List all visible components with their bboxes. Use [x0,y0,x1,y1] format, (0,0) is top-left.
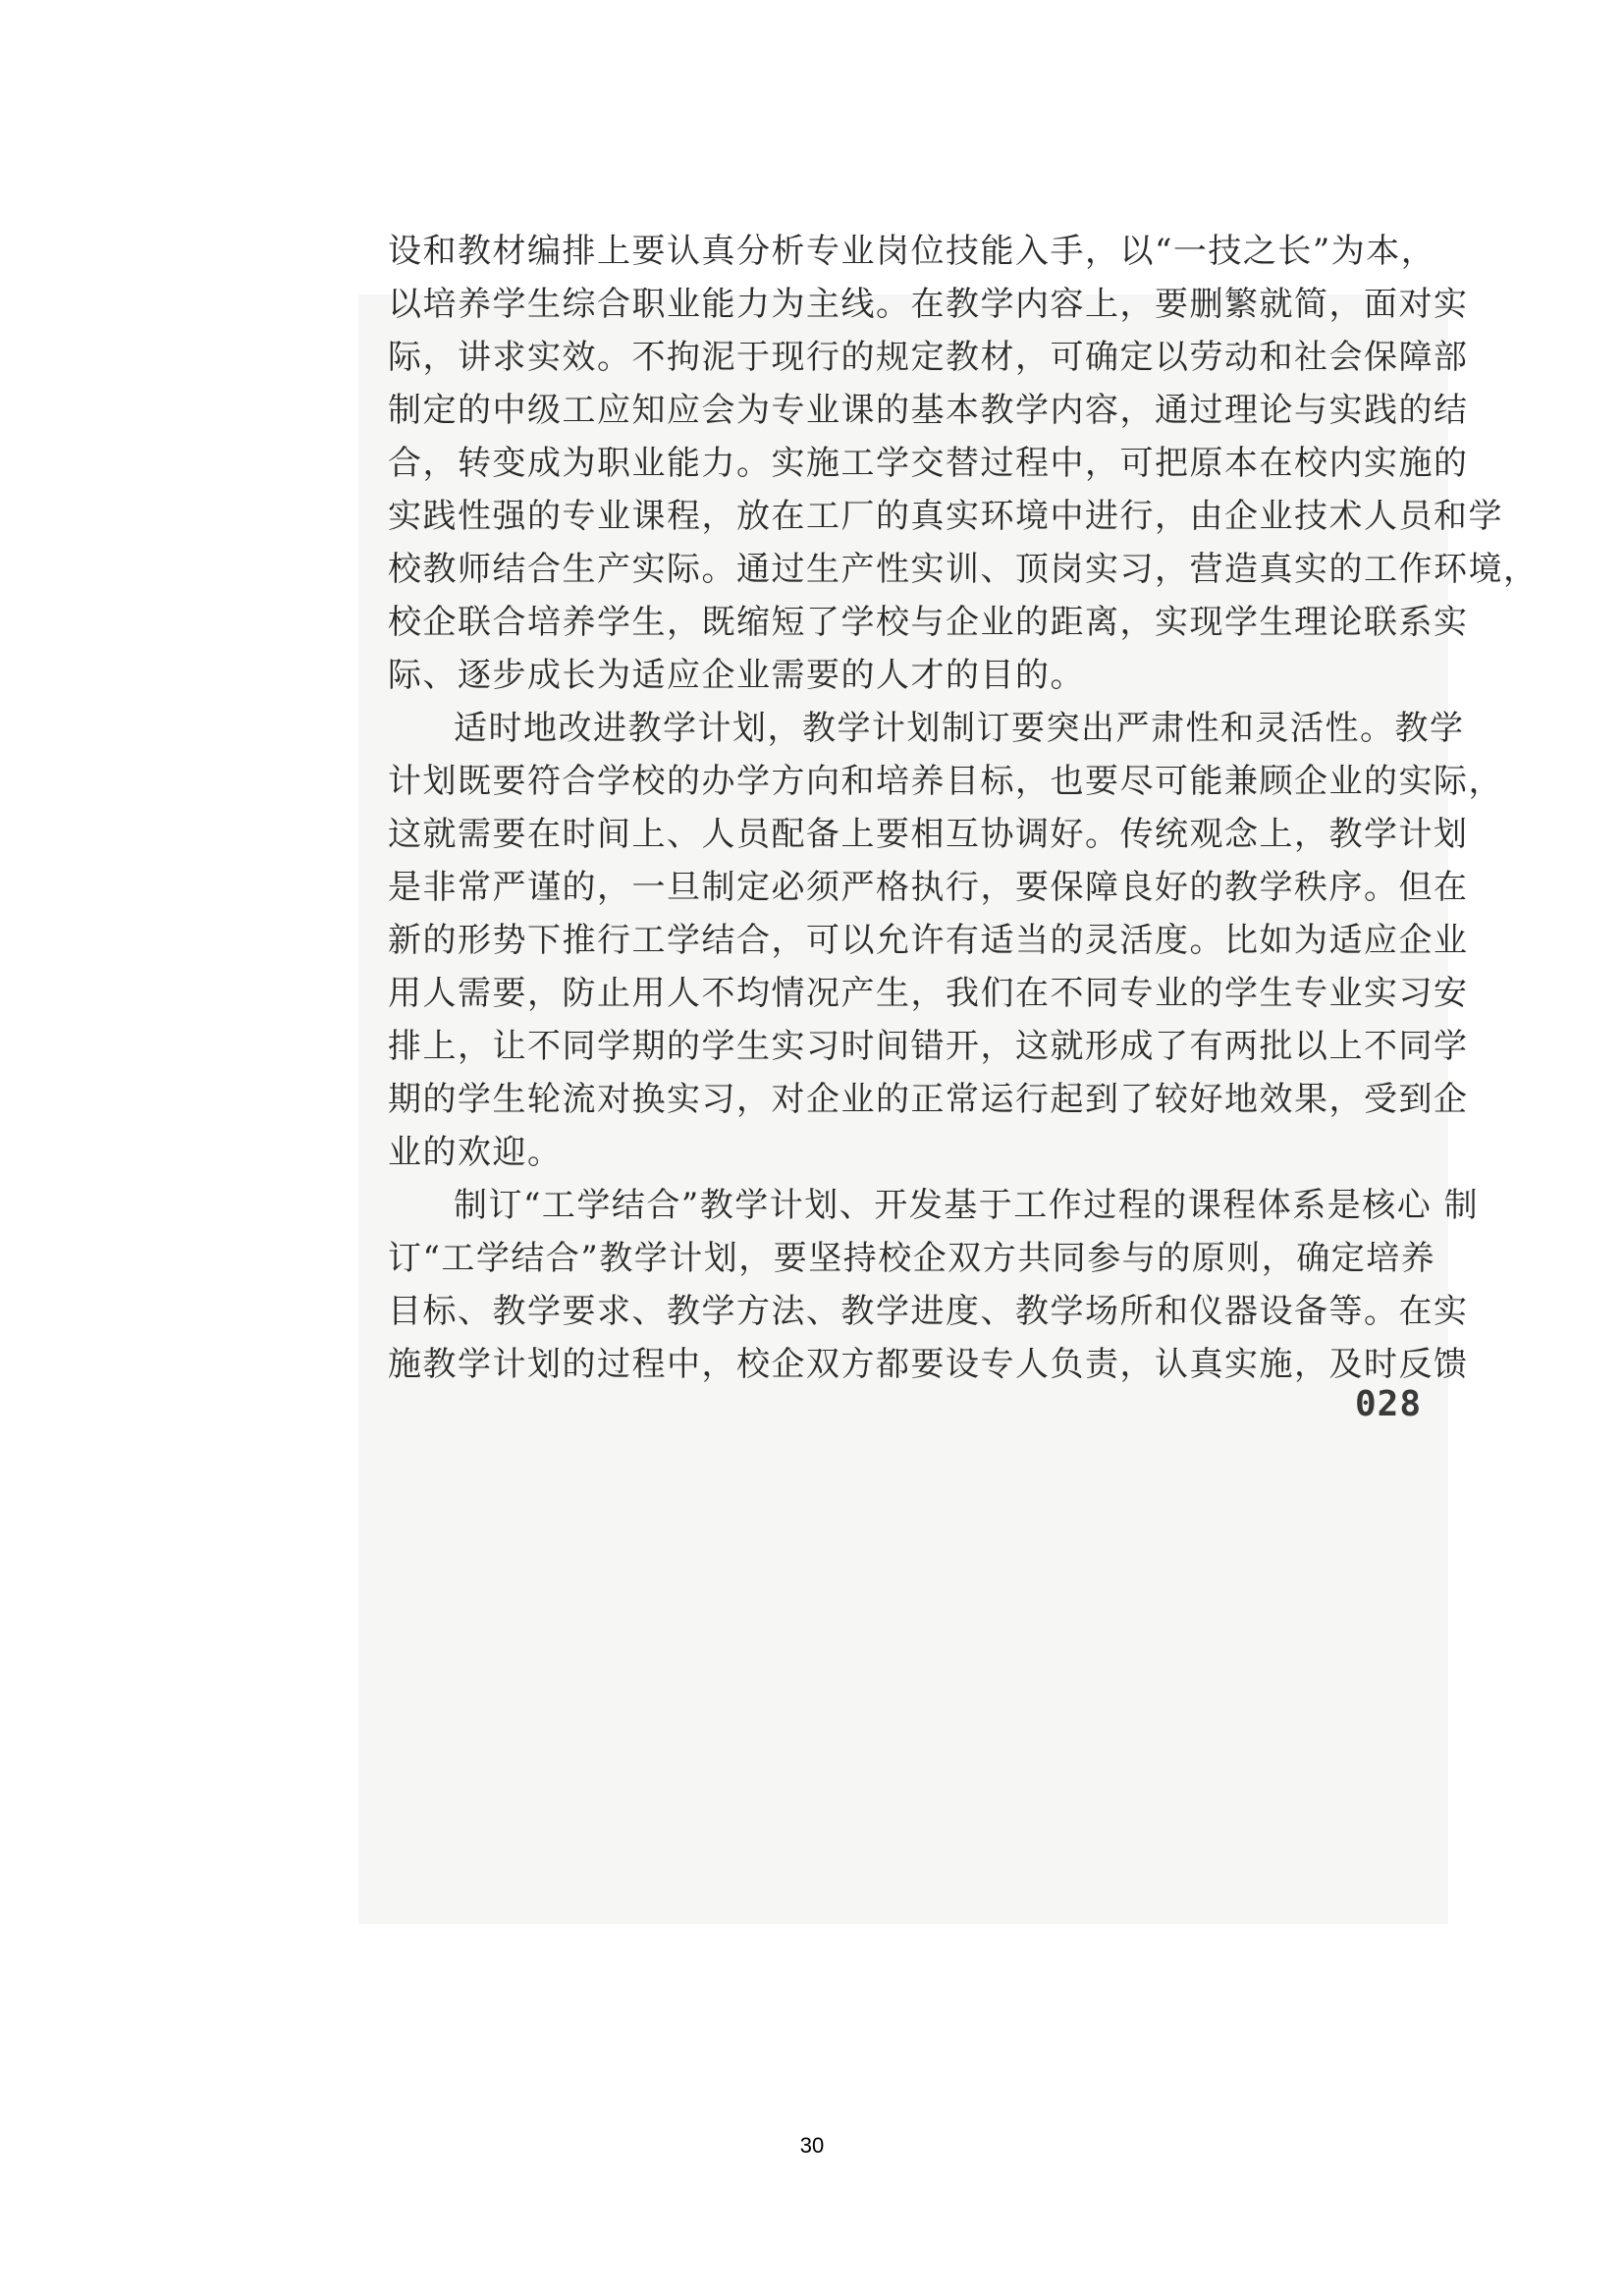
text-line: 是非常严谨的，一旦制定必须严格执行，要保障良好的教学秩序。但在 [388,868,1469,907]
text-line: 计划既要符合学校的办学方向和培养目标，也要尽可能兼顾企业的实际， [388,762,1503,801]
text-line: 以培养学生综合职业能力为主线。在教学内容上，要删繁就简，面对实 [388,285,1469,324]
text-line: 校企联合培养学生，既缩短了学校与企业的距离，实现学生理论联系实 [388,603,1469,642]
text-line: 这就需要在时间上、人员配备上要相互协调好。传统观念上，教学计划 [388,815,1469,854]
text-line: 用人需要，防止用人不均情况产生，我们在不同专业的学生专业实习安 [388,974,1469,1013]
text-line: 际，讲求实效。不拘泥于现行的规定教材，可确定以劳动和社会保障部 [388,338,1469,377]
paragraph-start-line: 制订“工学结合”教学计划、开发基于工作过程的课程体系是核心 制 [454,1186,1480,1225]
text-line: 排上，让不同学期的学生实习时间错开，这就形成了有两批以上不同学 [388,1027,1469,1066]
text-line: 校教师结合生产实际。通过生产性实训、顶岗实习，营造真实的工作环境， [388,550,1539,589]
scanned-page-stamp: 028 [1355,1384,1423,1424]
text-line: 制定的中级工应知应会为专业课的基本教学内容，通过理论与实践的结 [388,391,1469,430]
text-line: 业的欢迎。 [388,1133,563,1172]
text-line: 合，转变成为职业能力。实施工学交替过程中，可把原本在校内实施的 [388,444,1469,483]
text-line: 新的形势下推行工学结合，可以允许有适当的灵活度。比如为适应企业 [388,921,1469,960]
paragraph-start-line: 适时地改进教学计划，教学计划制订要突出严肃性和灵活性。教学 [454,709,1465,748]
text-line: 实践性强的专业课程，放在工厂的真实环境中进行，由企业技术人员和学 [388,497,1503,536]
text-line: 期的学生轮流对换实习，对企业的正常运行起到了较好地效果，受到企 [388,1080,1469,1119]
text-line: 施教学计划的过程中，校企双方都要设专人负责，认真实施，及时反馈 [388,1345,1469,1384]
text-line: 目标、教学要求、教学方法、教学进度、教学场所和仪器设备等。在实 [388,1292,1469,1331]
page-number: 30 [799,2133,825,2158]
text-line: 订“工学结合”教学计划，要坚持校企双方共同参与的原则，确定培养 [388,1239,1436,1278]
text-line: 设和教材编排上要认真分析专业岗位技能入手，以“一技之长”为本， [388,232,1436,271]
text-line: 际、逐步成长为适应企业需要的人才的目的。 [388,656,1085,695]
